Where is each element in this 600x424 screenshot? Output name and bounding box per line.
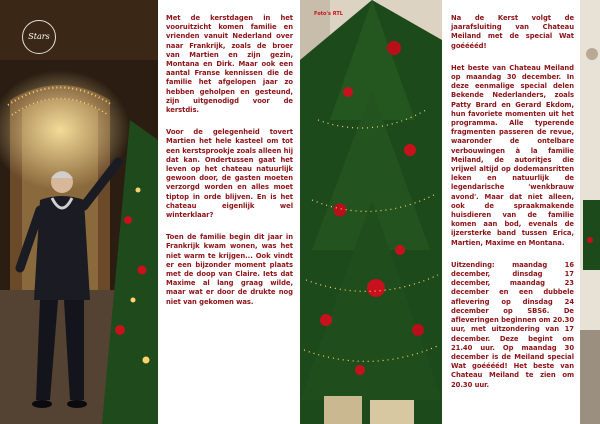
paragraph-broadcast-times: Uitzending: maandag 16 december, dinsdag 17 december, maandag 23 december en een dubbele aflevering op dinsdag 24 december op SBS6. De afleveringen beginnen om 20.30 uur, met uitzondering van 17 december. Deze begint om 21.40 uur. Op maandag 30 december is de Meiland special Wat goééééd! Het beste van Chateau Meiland te zien om 20.30 uur. xyxy=(451,260,575,389)
paragraph-baptism: Toen de familie begin dit jaar in Frankrijk kwam wonen, was het niet warm te krijgen... Ook vindt er een bijzonder moment plaats met de doop van Claire. Iets dat Maxime al lang graag wilde, maar wat er door de drukte nog niet van gekomen was. xyxy=(166,233,293,306)
photo-middle-illustration xyxy=(300,0,442,424)
paragraph-castle-decoration: Voor de gelegenheid tovert Martien het hele kasteel om tot een kerstsprookje zoals alleen hij dat kan. Ondertussen gaat het leven op het chateau natuurlijk gewoon door, de gasten moeten verzorgd worden en alles moet tiptop in orde blijven. En is het chateau eigenlijk wel winterklaar? xyxy=(166,128,293,220)
article-column-right xyxy=(442,0,580,424)
photo-left-illustration xyxy=(0,0,158,424)
paragraph-year-end-special: Na de Kerst volgt de jaarafsluiting van Chateau Meiland met de special Wat goééééd! xyxy=(451,14,574,50)
paragraph-best-of-special: Het beste van Chateau Meiland op maandag 30 december. In deze eenmalige special delen Bekende Nederlanders, zoals Patty Brard en Gerard Ekdom, hun favoriete momenten uit het programma. Alle typerende fragmenten passeren de revue, waaronder de ontelbare verbouwingen à la familie Meiland, de autoritjes die vrijwel altijd op dodemansritten leken en natuurlijk de legendarische 'wenkbrauw avond'. Maar dat niet alleen, ook de spraakmakende huisdieren van de familie komen aan bod, evenals de ijzersterke band tussen Erica, Martien, Maxime en Montana. xyxy=(451,63,574,247)
photo-credit: Foto's RTL xyxy=(314,11,343,17)
article-column-left xyxy=(158,0,300,424)
paragraph-christmas-guests: Met de kerstdagen in het vooruitzicht komen familie en vrienden vanuit Nederland over naar Frankrijk, zoals de broer van Martien en zijn gezin, Montana en Dirk. Maar ook een aantal Franse kennissen die de familie het afgelopen jaar zo hebben geholpen en gesteund, zijn uitgenodigd voor de kerstdis. xyxy=(166,14,293,115)
photo-christmas-tree xyxy=(300,0,442,424)
stars-logo: Stars xyxy=(22,20,56,54)
photo-right-edge xyxy=(580,0,600,424)
photo-man-beside-christmas-tree xyxy=(0,0,158,424)
photo-right-illustration xyxy=(580,0,600,424)
